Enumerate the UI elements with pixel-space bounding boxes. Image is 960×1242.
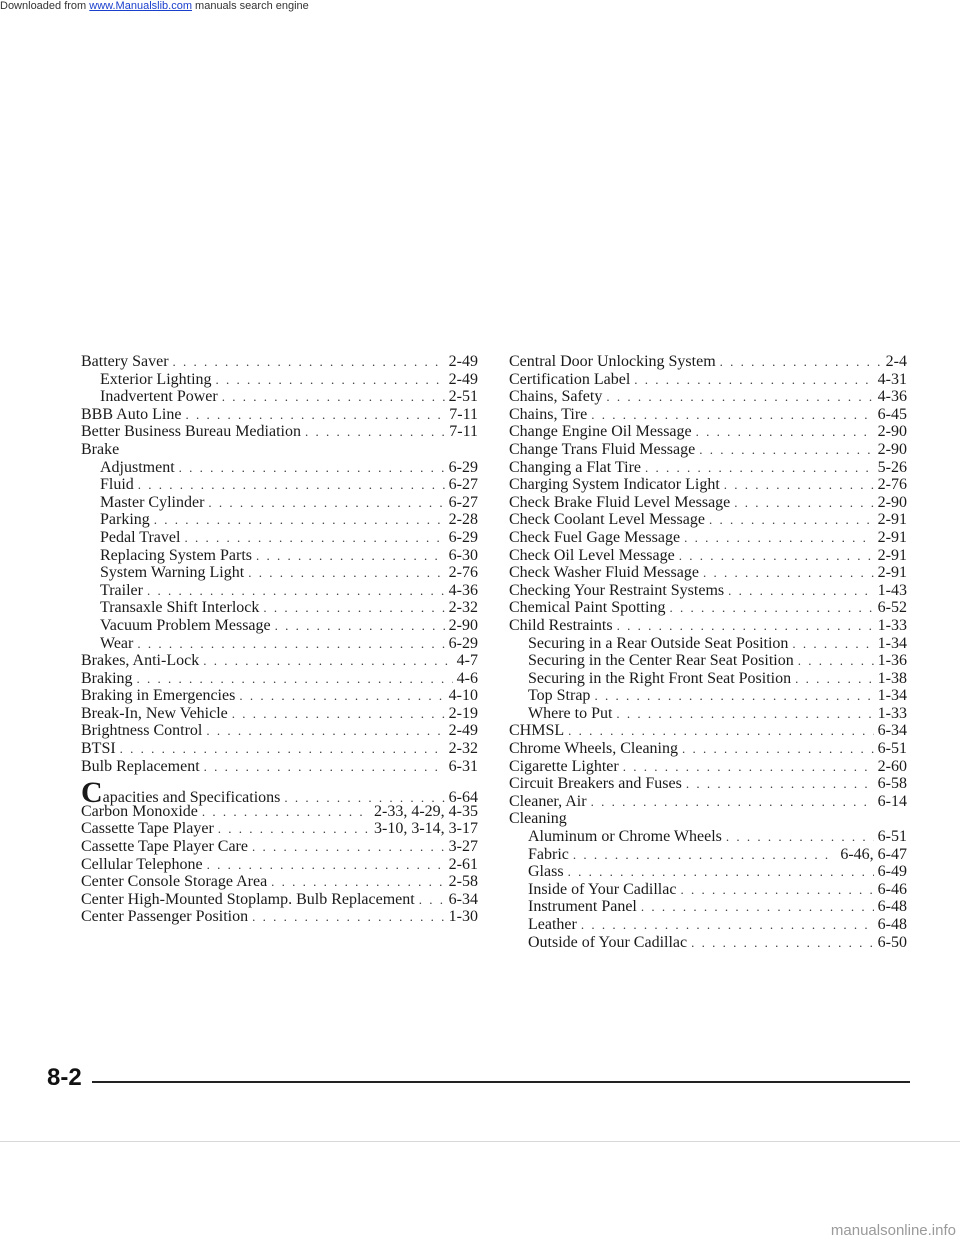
page-reference: 6-64 <box>448 789 478 807</box>
index-column-right <box>509 353 907 951</box>
page-reference: 6-51 <box>877 740 907 758</box>
page-reference: 2-76 <box>448 564 478 582</box>
index-entry <box>509 810 907 828</box>
dot-leader <box>798 652 874 670</box>
index-entry <box>81 820 478 838</box>
dot-leader <box>147 582 445 600</box>
index-term: BTSI <box>81 740 116 758</box>
index-term: Inadvertent Power <box>100 388 218 406</box>
index-term: Brake <box>81 440 120 458</box>
dot-leader <box>703 564 874 582</box>
dot-leader <box>568 722 874 740</box>
index-term: Glass <box>528 863 564 881</box>
page-reference: 1-38 <box>877 669 907 687</box>
index-term: BBB Auto Line <box>81 405 182 423</box>
dot-leader <box>263 599 444 617</box>
index-term: Cassette Tape Player Care <box>81 838 248 856</box>
page-reference: 1-36 <box>877 652 907 670</box>
page-reference: 2-49 <box>448 353 478 370</box>
dot-leader <box>248 564 444 582</box>
page-reference: 1-33 <box>877 616 907 634</box>
dot-leader <box>216 371 445 389</box>
index-entry <box>509 635 907 653</box>
page-reference: 6-51 <box>877 828 907 846</box>
index-entry <box>509 758 907 776</box>
index-entry <box>509 617 907 635</box>
dot-leader <box>699 441 873 459</box>
index-term: Cassette Tape Player <box>81 820 214 838</box>
dot-leader <box>623 758 874 776</box>
index-term: Better Business Bureau Mediation <box>81 423 301 441</box>
index-term: Brakes, Anti-Lock <box>81 652 200 670</box>
index-entry <box>81 353 478 371</box>
index-term: Check Oil Level Message <box>509 546 675 564</box>
index-term: Check Brake Fluid Level Message <box>509 493 731 511</box>
page-reference: 6-30 <box>448 546 478 564</box>
page-reference: 6-29 <box>448 634 478 652</box>
index-term: Vacuum Problem Message <box>100 616 271 634</box>
page-reference: 2-91 <box>877 511 907 529</box>
dot-leader <box>720 353 882 371</box>
index-term: Parking <box>100 511 150 529</box>
dot-leader <box>686 775 874 793</box>
page-reference: 2-91 <box>877 564 907 582</box>
page-reference: 2-49 <box>448 722 478 740</box>
dot-leader <box>184 529 444 547</box>
dot-leader <box>305 423 445 441</box>
index-entry <box>81 670 478 688</box>
index-term: CHMSL <box>509 722 565 740</box>
dot-leader <box>218 820 370 838</box>
index-entry <box>509 511 907 529</box>
index-term: Master Cylinder <box>100 493 205 511</box>
index-term: Trailer <box>100 581 143 599</box>
page-reference: 7-11 <box>449 405 478 423</box>
page-reference: 1-34 <box>877 634 907 652</box>
index-entry <box>81 547 478 565</box>
dot-leader <box>591 793 874 811</box>
index-term: System Warning Light <box>100 564 245 582</box>
index-term: Chains, Safety <box>509 388 603 406</box>
index-entry <box>509 934 907 952</box>
dot-leader <box>724 476 874 494</box>
dot-leader <box>606 388 873 406</box>
index-entry <box>81 722 478 740</box>
index-entry <box>509 371 907 389</box>
page-reference: 6-46 <box>877 880 907 898</box>
dot-leader <box>208 494 444 512</box>
index-entry <box>81 758 478 776</box>
index-term: Leather <box>528 916 577 933</box>
index-term: Break-In, New Vehicle <box>81 704 228 722</box>
index-entry <box>509 705 907 723</box>
dot-leader <box>682 740 874 758</box>
index-term: Center Console Storage Area <box>81 873 268 891</box>
dot-leader <box>669 599 873 617</box>
page-reference: 1-34 <box>877 687 907 705</box>
index-term: Changing a Flat Tire <box>509 458 642 476</box>
index-entry <box>509 881 907 899</box>
page-reference: 6-29 <box>448 458 478 476</box>
dot-leader <box>137 635 444 653</box>
watermark-prefix: Downloaded from <box>0 0 90 12</box>
index-term: Chemical Paint Spotting <box>509 599 666 617</box>
index-column-left <box>81 353 478 926</box>
dot-leader <box>573 846 836 864</box>
index-term: Check Fuel Gage Message <box>509 528 681 546</box>
dot-leader <box>419 891 445 909</box>
page-reference: 6-29 <box>448 528 478 546</box>
dot-leader <box>204 758 445 776</box>
index-entry <box>81 476 478 494</box>
index-entry <box>81 908 478 926</box>
index-term: Center High-Mounted Stoplamp. Bulb Replacement <box>81 890 415 908</box>
page-reference: 2-90 <box>448 616 478 634</box>
page-reference: 7-11 <box>449 423 478 441</box>
index-entry <box>81 371 478 389</box>
dot-leader <box>581 916 874 934</box>
dot-leader <box>179 459 445 477</box>
page-reference: 2-32 <box>448 599 478 617</box>
dot-leader <box>207 856 445 874</box>
scan-line <box>0 1141 960 1142</box>
index-entry <box>81 838 478 856</box>
index-entry <box>509 441 907 459</box>
page-reference: 1-43 <box>877 581 907 599</box>
page-reference: 2-90 <box>877 440 907 458</box>
page-reference: 6-49 <box>877 863 907 881</box>
index-term: Inside of Your Cadillac <box>528 880 677 898</box>
index-entry <box>81 599 478 617</box>
index-entry <box>509 494 907 512</box>
dot-leader <box>634 371 873 389</box>
dot-leader <box>616 705 873 723</box>
manualsonline-watermark: manualsonline.info <box>830 1222 956 1239</box>
index-entry <box>509 406 907 424</box>
index-entry <box>509 388 907 406</box>
index-term: Check Coolant Level Message <box>509 511 705 529</box>
index-term: Fabric <box>528 845 569 863</box>
page-reference: 4-36 <box>448 581 478 599</box>
index-term: Check Washer Fluid Message <box>509 564 699 582</box>
dot-leader <box>591 406 873 424</box>
page-reference: 4-6 <box>456 669 478 687</box>
index-term: Chains, Tire <box>509 405 588 423</box>
index-entry <box>81 529 478 547</box>
index-entry <box>509 846 907 864</box>
dot-leader <box>239 687 444 705</box>
page-reference: 2-4 <box>885 353 907 370</box>
index-entry <box>81 891 478 909</box>
page-reference: 1-30 <box>448 908 478 926</box>
index-entry <box>509 775 907 793</box>
index-entry <box>509 670 907 688</box>
page-reference: 2-91 <box>877 528 907 546</box>
page-reference: 3-10, 3-14, 3-17 <box>374 820 478 838</box>
index-entry <box>81 652 478 670</box>
dot-leader <box>173 353 445 371</box>
dot-leader <box>256 547 445 565</box>
index-entry <box>509 547 907 565</box>
index-term: Securing in the Right Front Seat Position <box>528 669 792 687</box>
page-reference: 2-60 <box>877 757 907 775</box>
index-term: Aluminum or Chrome Wheels <box>528 828 722 846</box>
index-entry <box>81 406 478 424</box>
index-term: Carbon Monoxide <box>81 802 198 820</box>
page-reference: 6-52 <box>877 599 907 617</box>
index-term: Central Door Unlocking System <box>509 353 716 370</box>
dot-leader <box>252 908 445 926</box>
index-entry <box>509 353 907 371</box>
index-entry <box>509 898 907 916</box>
dot-leader <box>138 476 445 494</box>
index-entry <box>81 388 478 406</box>
index-entry <box>509 793 907 811</box>
page-reference: 4-31 <box>877 370 907 388</box>
index-term: Cleaner, Air <box>509 792 587 810</box>
page-reference: 2-51 <box>448 388 478 406</box>
page-reference: 2-90 <box>877 493 907 511</box>
dot-leader <box>222 388 445 406</box>
page-reference: 2-91 <box>877 546 907 564</box>
watermark-suffix: manuals search engine <box>191 0 309 12</box>
index-entry <box>81 564 478 582</box>
index-entry <box>509 423 907 441</box>
page-reference: 6-31 <box>448 757 478 775</box>
index-entry <box>81 635 478 653</box>
index-term: Fluid <box>100 476 134 494</box>
page-reference: 6-48 <box>877 898 907 916</box>
footer-rule <box>92 1081 910 1083</box>
index-entry <box>81 459 478 477</box>
dot-leader <box>645 459 874 477</box>
index-entry <box>81 494 478 512</box>
index-entry <box>509 564 907 582</box>
index-entry <box>509 599 907 617</box>
page-reference: 6-27 <box>448 493 478 511</box>
dot-leader <box>680 881 873 899</box>
index-term: Top Strap <box>528 687 591 705</box>
dot-leader <box>202 803 370 821</box>
dot-leader <box>203 652 452 670</box>
page-reference: 6-14 <box>877 792 907 810</box>
download-watermark <box>0 0 309 12</box>
dot-leader <box>734 494 873 512</box>
index-term: Transaxle Shift Interlock <box>100 599 260 617</box>
dot-leader <box>684 529 874 547</box>
index-term: Outside of Your Cadillac <box>528 933 688 951</box>
dot-leader <box>206 722 444 740</box>
page-reference: 3-27 <box>448 838 478 856</box>
index-entry <box>509 828 907 846</box>
index-term: Cigarette Lighter <box>509 757 619 775</box>
page-reference: 6-34 <box>448 890 478 908</box>
index-term: Brightness Control <box>81 722 203 740</box>
dot-leader <box>594 687 873 705</box>
page-reference: 2-76 <box>877 476 907 494</box>
dot-leader <box>271 873 445 891</box>
page-reference: 6-45 <box>877 405 907 423</box>
index-entry <box>81 705 478 723</box>
dot-leader <box>795 670 874 688</box>
dot-leader <box>696 423 874 441</box>
page-reference: 2-32 <box>448 740 478 758</box>
page-reference: 2-58 <box>448 873 478 891</box>
index-entry <box>81 511 478 529</box>
index-term: Braking in Emergencies <box>81 687 236 705</box>
index-term: Cellular Telephone <box>81 855 203 873</box>
index-term: Circuit Breakers and Fuses <box>509 775 682 793</box>
index-entry <box>509 652 907 670</box>
index-entry <box>509 459 907 477</box>
index-entry <box>81 441 478 459</box>
index-entry <box>81 740 478 758</box>
page-reference: 2-90 <box>877 423 907 441</box>
index-term: Bulb Replacement <box>81 757 200 775</box>
page-reference: 5-26 <box>877 458 907 476</box>
dot-leader <box>232 705 445 723</box>
index-entry <box>81 617 478 635</box>
page-reference: 6-46, 6-47 <box>840 845 907 863</box>
dot-leader <box>691 934 874 952</box>
dot-leader <box>185 406 445 424</box>
page-reference: 6-50 <box>877 933 907 951</box>
index-term: Change Engine Oil Message <box>509 423 692 441</box>
index-term: Center Passenger Position <box>81 908 249 926</box>
dot-leader <box>120 740 445 758</box>
index-entry <box>81 582 478 600</box>
index-term: Wear <box>100 634 134 652</box>
index-term: Change Trans Fluid Message <box>509 440 696 458</box>
page-reference: 2-19 <box>448 704 478 722</box>
index-entry <box>509 529 907 547</box>
index-term: Braking <box>81 669 133 687</box>
index-term: Checking Your Restraint Systems <box>509 581 725 599</box>
index-term: Exterior Lighting <box>100 370 212 388</box>
index-term: Cleaning <box>509 810 567 828</box>
page-reference: 2-28 <box>448 511 478 529</box>
dot-leader <box>792 635 873 653</box>
page-reference: 6-58 <box>877 775 907 793</box>
page-reference: 2-61 <box>448 855 478 873</box>
dot-leader <box>726 828 874 846</box>
manualslib-link[interactable]: www.Manualslib.com <box>89 0 192 12</box>
index-entry <box>509 722 907 740</box>
dot-leader <box>679 547 874 565</box>
index-entry <box>509 863 907 881</box>
index-term: Capacities and Specifications <box>81 776 281 810</box>
index-term: Securing in a Rear Outside Seat Position <box>528 634 789 652</box>
page-reference: 6-34 <box>877 722 907 740</box>
page-reference: 2-33, 4-29, 4-35 <box>374 802 478 820</box>
dot-leader <box>154 511 445 529</box>
page-reference: 1-33 <box>877 704 907 722</box>
index-entry <box>81 687 478 705</box>
index-term: Securing in the Center Rear Seat Position <box>528 652 794 670</box>
index-term: Replacing System Parts <box>100 546 252 564</box>
index-entry <box>509 687 907 705</box>
dot-leader <box>137 670 453 688</box>
index-term: Chrome Wheels, Cleaning <box>509 740 678 758</box>
dot-leader <box>568 863 874 881</box>
index-entry <box>81 873 478 891</box>
index-term: Where to Put <box>528 704 613 722</box>
dot-leader <box>728 582 874 600</box>
index-term: Battery Saver <box>81 353 169 370</box>
index-entry <box>509 916 907 934</box>
index-entry <box>509 740 907 758</box>
page-reference: 6-48 <box>877 916 907 933</box>
index-term: Instrument Panel <box>528 898 637 916</box>
index-entry <box>509 476 907 494</box>
dot-leader <box>641 898 874 916</box>
index-term: Child Restraints <box>509 616 613 634</box>
index-entry <box>81 856 478 874</box>
page-reference: 4-7 <box>456 652 478 670</box>
page-reference: 4-10 <box>448 687 478 705</box>
dot-leader <box>709 511 874 529</box>
dot-leader <box>617 617 874 635</box>
page-number: 8-2 <box>47 1064 82 1091</box>
index-entry <box>81 776 478 810</box>
index-term: Adjustment <box>100 458 175 476</box>
section-initial: C <box>81 776 103 810</box>
index-term: Charging System Indicator Light <box>509 476 720 494</box>
index-entry <box>509 582 907 600</box>
index-term: Certification Label <box>509 370 631 388</box>
page-reference: 6-27 <box>448 476 478 494</box>
index-entry <box>81 803 478 821</box>
page-reference: 2-49 <box>448 370 478 388</box>
dot-leader <box>252 838 445 856</box>
index-term: Pedal Travel <box>100 528 181 546</box>
dot-leader <box>275 617 445 635</box>
page-reference: 4-36 <box>877 388 907 406</box>
index-entry <box>81 423 478 441</box>
